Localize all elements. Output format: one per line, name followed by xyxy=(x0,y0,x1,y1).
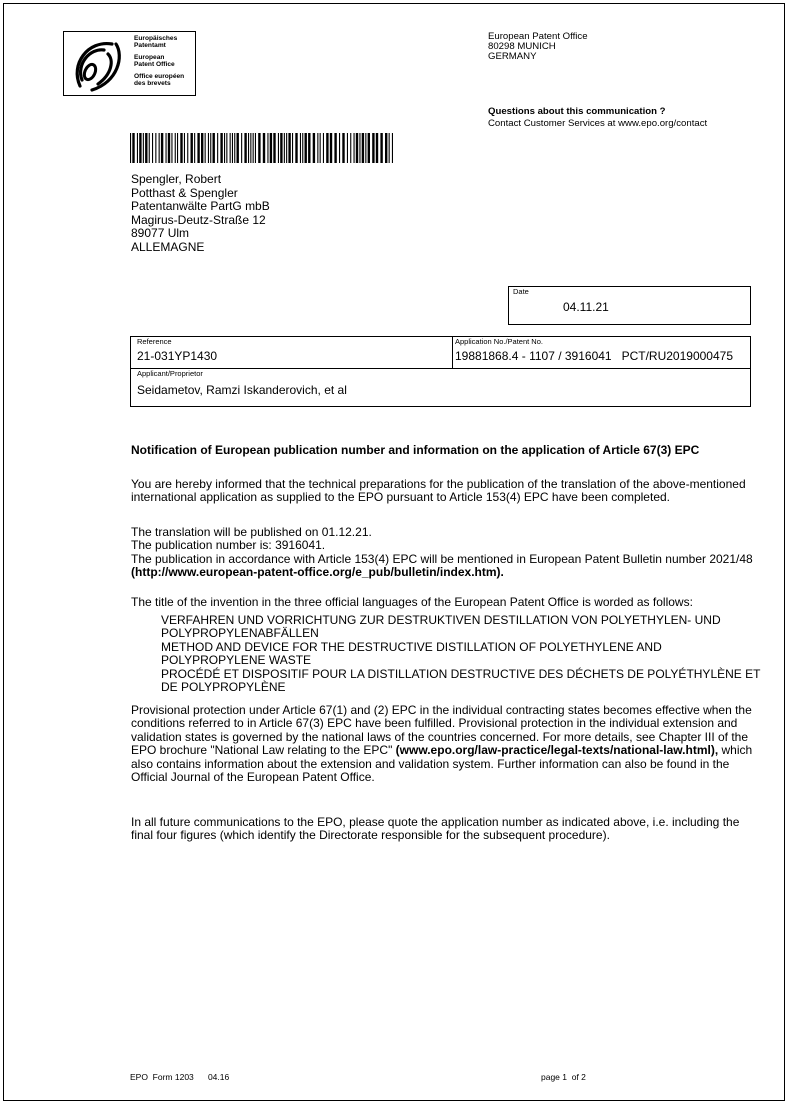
barcode-bar xyxy=(168,133,170,163)
barcode-bar xyxy=(284,133,285,163)
barcode-bar xyxy=(234,133,235,163)
barcode-bar xyxy=(295,133,297,163)
provisional-text: Provisional protection under Article 67(1) and (2) EPC in the individual contracting states becomes effective when the conditions referred to in Article 67(3) EPC have been fulfilled. Provisional protection in the individual extension and validation states is governed by the national laws of the countries concerned. For more details, see Chapter III of the EPO brochure "National Law relating to the EPC" xyxy=(131,703,752,758)
applicant-label: Applicant/Proprietor xyxy=(137,369,203,378)
publication-info xyxy=(131,526,763,580)
barcode-bar xyxy=(237,133,239,163)
barcode-bar xyxy=(339,133,340,163)
barcode-bar xyxy=(270,133,272,163)
recipient-line: Potthast & Spengler xyxy=(131,185,238,200)
barcode-bar xyxy=(273,133,275,163)
barcode-bar xyxy=(213,133,215,163)
reference-label: Reference xyxy=(137,337,172,346)
barcode-bar xyxy=(330,133,332,163)
barcode-bar xyxy=(143,133,144,163)
epo-logo xyxy=(63,31,196,96)
barcode-bar xyxy=(217,133,218,163)
barcode-bar xyxy=(258,133,260,163)
barcode-bar xyxy=(334,133,336,163)
epo-logo-mark-icon xyxy=(68,34,128,94)
contact-line: Contact Customer Services at www.epo.org/contact xyxy=(488,117,708,129)
barcode-bar xyxy=(365,133,366,163)
barcode-bar xyxy=(230,133,231,163)
barcode-bar xyxy=(145,133,147,163)
barcode-bar xyxy=(161,133,163,163)
title-french: PROCÉDÉ ET DISPOSITIF POUR LA DISTILLATION DESTRUCTIVE DES DÉCHETS DE POLYÉTHYLÈNE ET DE POLYPROPYLÈNE xyxy=(161,666,761,695)
future-communications-paragraph: In all future communications to the EPO, please quote the application number as indicated above, i.e. including the final four figures (which identify the Directorate responsible for the subsequent procedure). xyxy=(131,815,740,843)
barcode-bar xyxy=(248,133,249,163)
barcode-bar xyxy=(175,133,176,163)
barcode-bar xyxy=(250,133,251,163)
barcode-bar xyxy=(308,133,310,163)
notification-title: Notification of European publication number and information on the application of Article 67(3) EPC xyxy=(131,443,700,457)
barcode-bar xyxy=(342,133,344,163)
barcode-bar xyxy=(149,133,150,163)
barcode-bar xyxy=(286,133,287,163)
barcode-bar xyxy=(241,133,242,163)
barcode-bar xyxy=(197,133,199,163)
office-address xyxy=(488,32,588,63)
address-line: European Patent Office xyxy=(488,31,588,42)
barcode-bar xyxy=(350,133,351,163)
national-law-link[interactable]: (www.epo.org/law-practice/legal-texts/national-law.html), xyxy=(395,743,719,758)
barcode-bar xyxy=(392,133,393,163)
barcode-bar xyxy=(155,133,156,163)
recipient-line: Magirus-Deutz-Straße 12 xyxy=(131,212,266,227)
barcode-bar xyxy=(232,133,233,163)
barcode-bar xyxy=(171,133,172,163)
barcode-bar xyxy=(359,133,360,163)
barcode-bar xyxy=(380,133,382,163)
intro-paragraph: You are hereby informed that the technical preparations for the publication of the translation of the above-mentioned international application as supplied to the EPO pursuant to Article 153(4) EPC have been completed. xyxy=(131,477,746,505)
barcode-bar xyxy=(267,133,268,163)
form-number: EPO Form 1203 04.16 xyxy=(130,1072,230,1082)
barcode-bar xyxy=(376,133,378,163)
barcode-bar xyxy=(280,133,282,163)
barcode-bar xyxy=(255,133,256,163)
barcode-bar xyxy=(132,133,134,163)
barcode-bar xyxy=(137,133,138,163)
page-number: page 1 of 2 xyxy=(541,1072,586,1082)
barcode-bar xyxy=(226,133,227,163)
reference-table xyxy=(130,336,751,407)
title-english: METHOD AND DEVICE FOR THE DESTRUCTIVE DISTILLATION OF POLYETHYLENE AND POLYPROPYLENE WASTE xyxy=(161,639,662,668)
logo-line: des brevets xyxy=(134,80,171,88)
logo-line: Patent Office xyxy=(134,61,175,69)
questions-block xyxy=(488,106,707,129)
barcode-bar xyxy=(323,133,324,163)
logo-line: Europäisches xyxy=(134,35,178,42)
barcode xyxy=(130,133,394,163)
languages-intro: The title of the invention in the three official languages of the European Patent Office is worded as follows: xyxy=(131,595,693,609)
barcode-bar xyxy=(244,133,246,163)
barcode-bar xyxy=(300,133,301,163)
barcode-bar xyxy=(208,133,209,163)
barcode-bar xyxy=(166,133,167,163)
applicant-row xyxy=(131,369,750,406)
provisional-protection-paragraph xyxy=(131,704,763,784)
recipient-line: 89077 Ulm xyxy=(131,226,190,241)
barcode-bar xyxy=(292,133,293,163)
barcode-bar xyxy=(354,133,355,163)
barcode-bar xyxy=(372,133,374,163)
barcode-bar xyxy=(253,133,254,163)
invention-titles xyxy=(161,614,761,694)
bulletin-text: The publication in accordance with Article 153(4) EPC will be mentioned in European Patent Bulletin number 2021/48 xyxy=(131,551,753,566)
recipient-line: Spengler, Robert xyxy=(131,172,222,186)
bulletin-link[interactable]: (http://www.european-patent-office.org/e_pub/bulletin/index.htm). xyxy=(131,565,504,580)
application-value: 19881868.4 - 1107 / 3916041 PCT/RU2019000475 xyxy=(455,349,733,363)
reference-row xyxy=(131,337,750,369)
date-box xyxy=(508,286,751,325)
barcode-bar xyxy=(191,133,193,163)
barcode-bar xyxy=(356,133,358,163)
date-label: Date xyxy=(513,287,529,296)
barcode-bar xyxy=(139,133,141,163)
publication-date-line: The translation will be published on 01.12.21. xyxy=(131,525,372,539)
barcode-bar xyxy=(326,133,328,163)
reference-cell xyxy=(131,337,453,368)
logo-text xyxy=(134,35,184,87)
barcode-bar xyxy=(210,133,211,163)
logo-line: Patentamt xyxy=(134,42,166,50)
recipient-line: ALLEMAGNE xyxy=(131,239,205,254)
applicant-value: Seidametov, Ramzi Iskanderovich, et al xyxy=(137,383,347,397)
reference-value: 21-031YP1430 xyxy=(137,349,218,363)
application-cell xyxy=(453,337,752,368)
address-line: GERMANY xyxy=(488,51,537,63)
barcode-bar xyxy=(313,133,315,163)
barcode-bar xyxy=(288,133,290,163)
barcode-bar xyxy=(389,133,390,163)
date-value: 04.11.21 xyxy=(563,300,609,314)
barcode-bar xyxy=(159,133,160,163)
provisional-text-continued: which also contains information about the extension and validation system. Further information can also be found in the Official Journal of the European Patent Office. xyxy=(131,743,753,785)
barcode-bar xyxy=(368,133,370,163)
recipient-line: Patentanwälte PartG mbB xyxy=(131,199,270,214)
title-german: VERFAHREN UND VORRICHTUNG ZUR DESTRUKTIVEN DESTILLATION VON POLYETHYLEN- UND POLYPROPYLENABFÄLLEN xyxy=(161,613,721,641)
publication-number-line: The publication number is: 3916041. xyxy=(131,538,326,553)
barcode-bar xyxy=(305,133,307,163)
questions-heading: Questions about this communication ? xyxy=(488,106,666,117)
recipient-address xyxy=(131,173,270,255)
bulletin-line xyxy=(131,553,763,580)
barcode-bar xyxy=(177,133,178,163)
barcode-bar xyxy=(320,133,321,163)
barcode-bar xyxy=(184,133,185,163)
application-label: Application No./Patent No. xyxy=(455,337,543,346)
barcode-bar xyxy=(180,133,182,163)
barcode-bar xyxy=(263,133,265,163)
barcode-bar xyxy=(385,133,387,163)
barcode-bar xyxy=(201,133,203,163)
barcode-bar xyxy=(278,133,279,163)
barcode-bar xyxy=(302,133,303,163)
barcode-bar xyxy=(152,133,153,163)
barcode-bar xyxy=(220,133,222,163)
barcode-bar xyxy=(187,133,188,163)
address-line: 80298 MUNICH xyxy=(488,41,556,53)
barcode-bar xyxy=(347,133,348,163)
barcode-bar xyxy=(130,133,131,163)
logo-line: European xyxy=(134,53,165,61)
barcode-bar xyxy=(362,133,364,163)
barcode-bar xyxy=(317,133,318,163)
barcode-bar xyxy=(194,133,195,163)
logo-line: Office européen xyxy=(134,72,185,80)
barcode-bar xyxy=(205,133,206,163)
barcode-bar xyxy=(224,133,225,163)
